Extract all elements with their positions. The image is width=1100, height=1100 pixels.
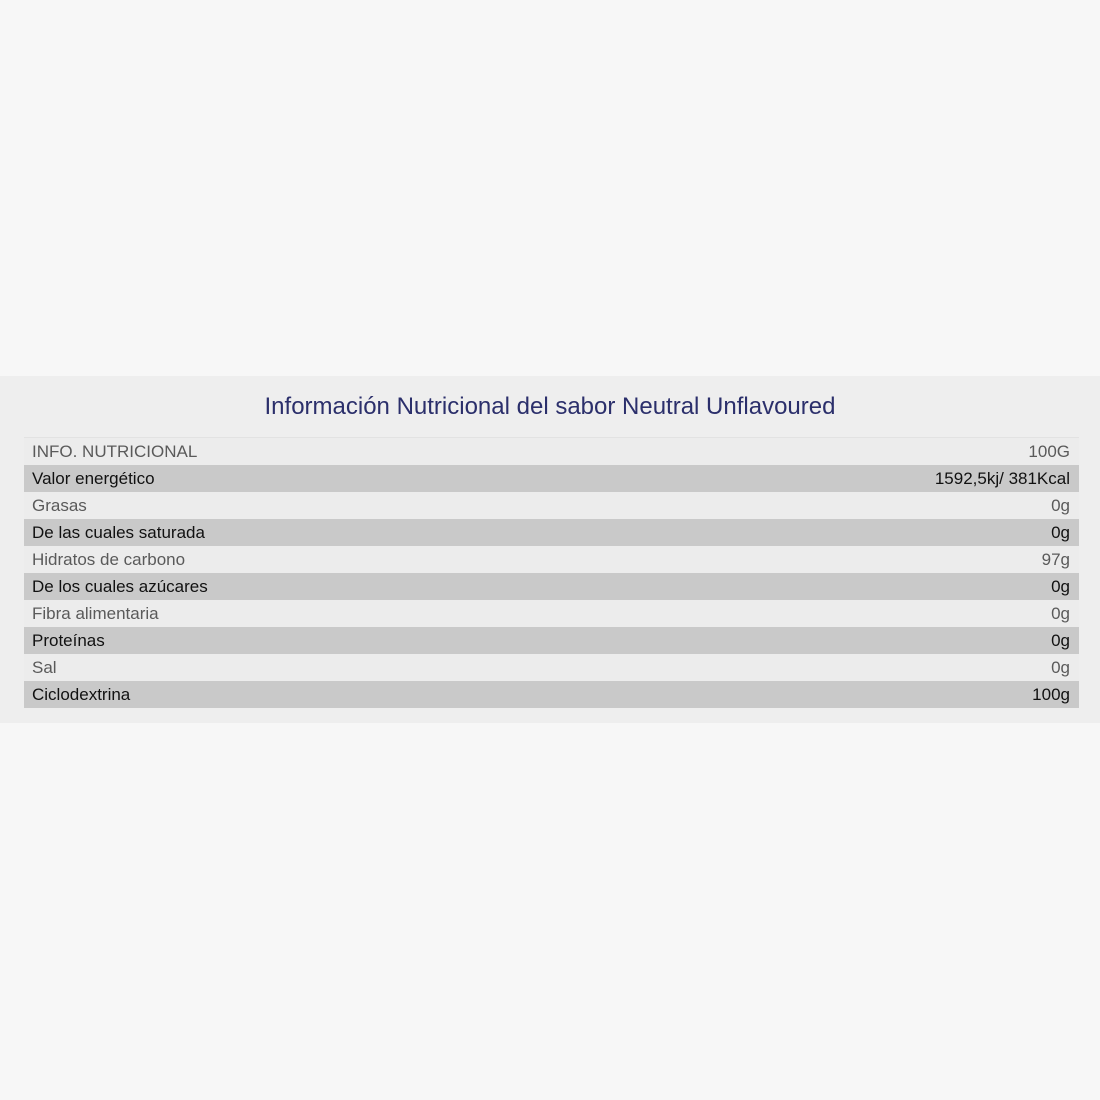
table-row bbox=[24, 573, 1079, 600]
row-label: Ciclodextrina bbox=[32, 684, 131, 704]
table-row bbox=[24, 519, 1079, 546]
row-label: Sal bbox=[32, 657, 57, 677]
table-header-row bbox=[24, 438, 1079, 465]
row-label: Grasas bbox=[32, 495, 87, 515]
table-row bbox=[24, 627, 1079, 654]
row-label: De las cuales saturada bbox=[32, 522, 205, 542]
table-row bbox=[24, 492, 1079, 519]
table-row bbox=[24, 681, 1079, 708]
row-value: 1592,5kj/ 381Kcal bbox=[934, 468, 1070, 488]
header-label: INFO. NUTRICIONAL bbox=[32, 441, 198, 461]
row-value: 0g bbox=[1051, 576, 1070, 596]
row-value: 97g bbox=[1041, 549, 1070, 569]
row-value: 0g bbox=[1051, 603, 1070, 623]
row-label: Valor energético bbox=[32, 468, 155, 488]
row-value: 0g bbox=[1051, 657, 1070, 677]
table-row bbox=[24, 465, 1079, 492]
table-row bbox=[24, 654, 1079, 681]
nutrition-title: Información Nutricional del sabor Neutral Unflavoured bbox=[264, 393, 836, 420]
table-row bbox=[24, 546, 1079, 573]
row-value: 0g bbox=[1051, 630, 1070, 650]
nutrition-table bbox=[24, 437, 1079, 708]
row-value: 100g bbox=[1032, 684, 1070, 704]
header-value: 100G bbox=[1028, 441, 1070, 461]
table-row bbox=[24, 600, 1079, 627]
row-value: 0g bbox=[1051, 495, 1070, 515]
row-value: 0g bbox=[1051, 522, 1070, 542]
row-label: Fibra alimentaria bbox=[32, 603, 159, 623]
row-label: De los cuales azúcares bbox=[32, 576, 208, 596]
row-label: Hidratos de carbono bbox=[32, 549, 186, 569]
row-label: Proteínas bbox=[32, 630, 105, 650]
